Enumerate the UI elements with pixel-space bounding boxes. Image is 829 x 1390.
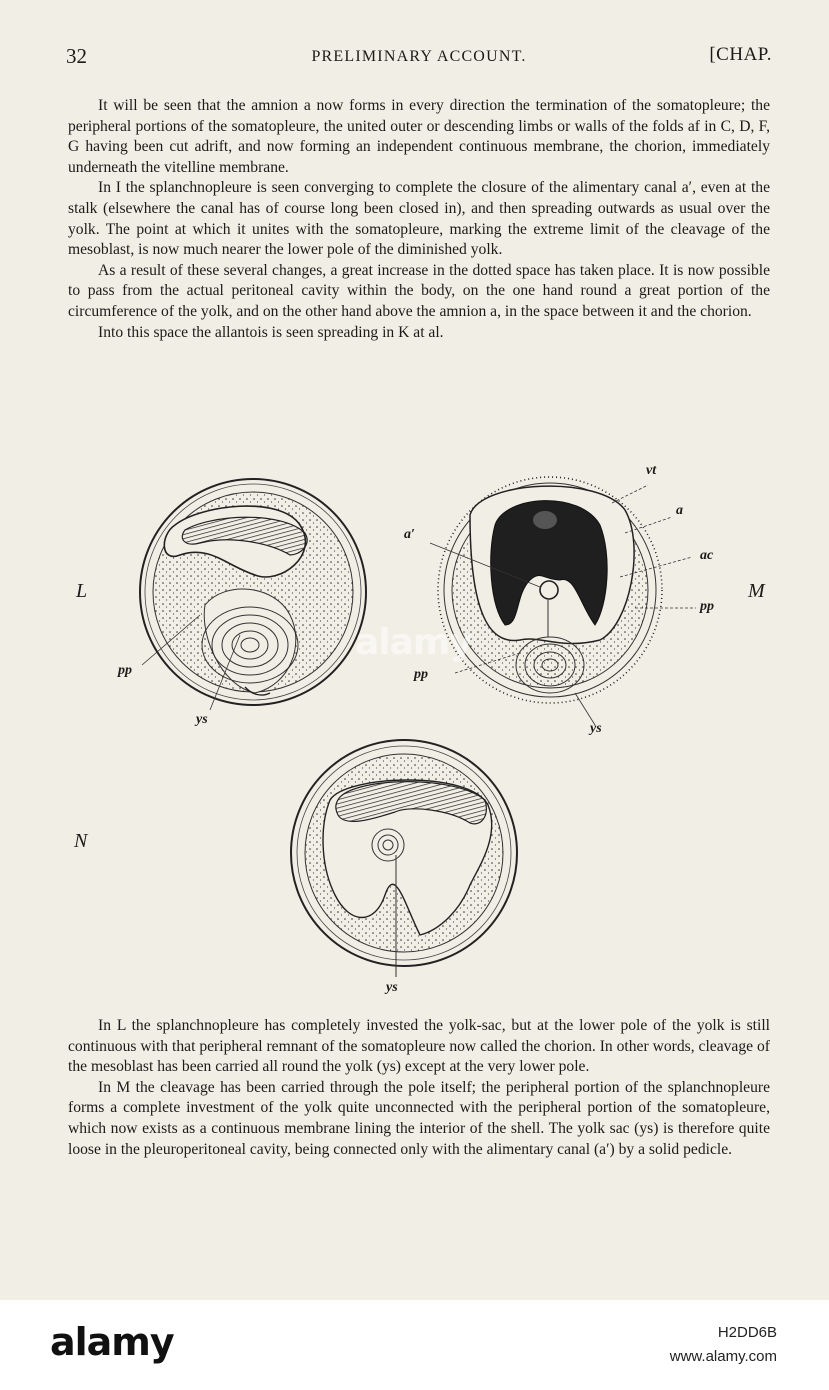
figure-n-diagram <box>291 740 517 977</box>
figure-label-n: N <box>74 830 88 852</box>
label-m-ac: ac <box>700 548 714 563</box>
page-number: 32 <box>66 44 87 68</box>
paragraph: Into this space the allantois is seen spreading in K at al. <box>98 323 444 341</box>
paragraph: As a result of these several changes, a great increase in the dotted space has taken place. It is now possible to pass from the actual peritoneal cavity within the body, on the one hand round a great portion of the circumference of the yolk, and on the other hand above the amnion a, in the space between it and the chorion. <box>68 261 770 320</box>
label-n-ys: ys <box>386 980 398 995</box>
label-m-pp-right: pp <box>700 599 714 614</box>
body-text-top <box>68 96 770 343</box>
alamy-logo: alamy <box>50 1320 174 1364</box>
figure-label-m: M <box>748 580 765 602</box>
label-m-a-prime: a′ <box>404 527 415 542</box>
footer-url: www.alamy.com <box>669 1348 777 1365</box>
body-text-bottom <box>68 1016 770 1160</box>
paragraph: In M the cleavage has been carried through the pole itself; the peripheral portion of the splanchnopleure forms a complete investment of the yolk quite unconnected with the peripheral portion of the somatopleure, which now exists as a continuous membrane lining the interior of the shell. The yolk sac (ys) is therefore quite loose in the pleuroperitoneal cavity, being connected only with the alimentary canal (a′) by a solid pedicle. <box>68 1078 770 1158</box>
running-head: PRELIMINARY ACCOUNT. <box>311 48 527 65</box>
watermark: alamy <box>355 622 472 663</box>
label-l-ys: ys <box>196 712 208 727</box>
image-id: H2DD6B <box>717 1324 777 1341</box>
paragraph: It will be seen that the amnion a now forms in every direction the termination of the somatopleure; the peripheral portions of the somatopleure, the united outer or descending limbs or walls of the folds af in C, D, F, G having been cut adrift, and now forming an independent continuous membrane, the chorion, immediately underneath the vitelline membrane. <box>68 97 770 176</box>
figure-l-diagram <box>140 479 366 710</box>
label-m-ys: ys <box>590 721 602 736</box>
chapter-mark: [CHAP. <box>709 44 772 65</box>
paragraph: In I the splanchnopleure is seen converging to complete the closure of the alimentary canal a′, even at the stalk (elsewhere the canal has of course long been closed in), and then spreading outwards as usual over the yolk. The point at which it unites with the somatopleure, marking the extreme limit of the cleavage of the mesoblast, is now much nearer the lower pole of the diminished yolk. <box>68 179 770 259</box>
label-l-pp: pp <box>118 663 132 678</box>
label-m-vt: vt <box>646 463 657 478</box>
figure-label-l: L <box>76 580 88 602</box>
paragraph: In L the splanchnopleure has completely invested the yolk-sac, but at the lower pole of the yolk is still continuous with that peripheral remnant of the somatopleure now called the chorion. In other words, cleavage of the mesoblast has been carried all round the yolk (ys) except at the very lower pole. <box>68 1017 770 1076</box>
embryo-figures <box>0 455 829 1005</box>
label-m-pp-left: pp <box>414 667 428 682</box>
stock-footer <box>0 1300 829 1390</box>
label-m-a: a <box>676 503 683 518</box>
figure-m-diagram <box>430 477 696 725</box>
page-header <box>66 44 772 74</box>
